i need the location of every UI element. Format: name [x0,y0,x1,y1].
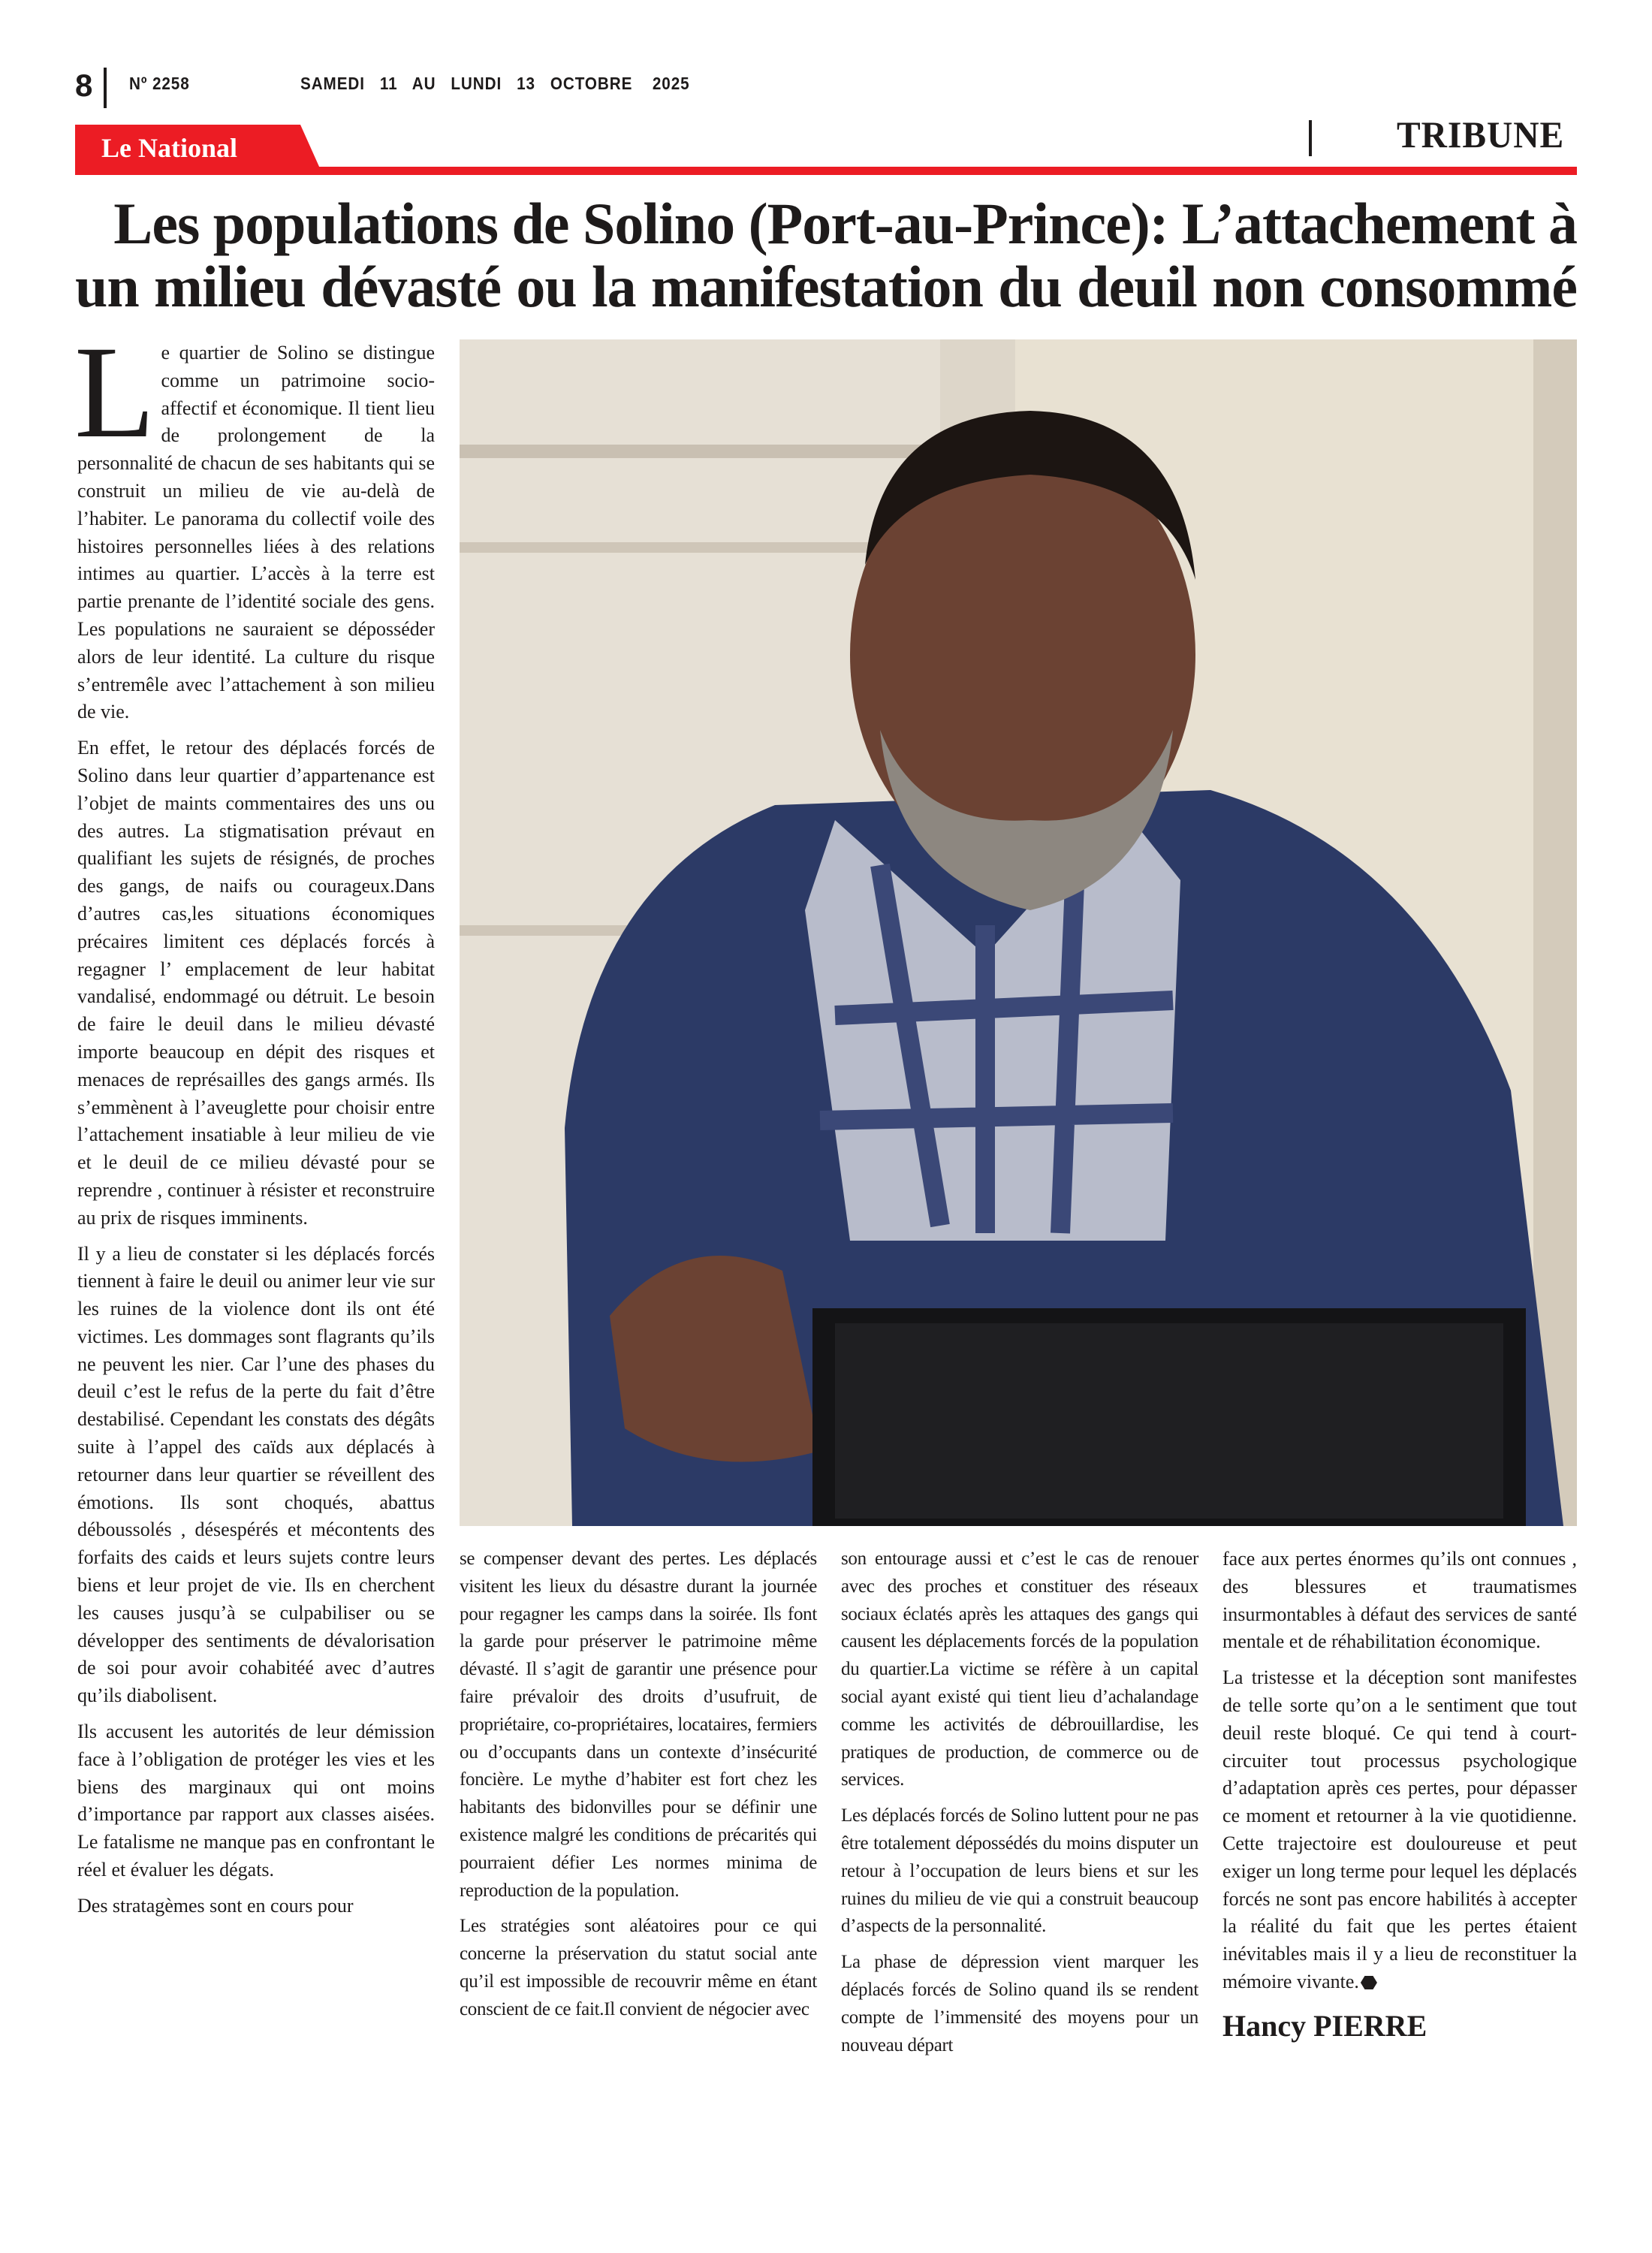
page-number: 8 [75,68,93,103]
issue-number: Nº 2258 [129,74,190,93]
page-number-divider [104,68,107,108]
paragraph: Le quartier de Solino se distingue comme un patrimoine socio-affectif et économique. Il tient lieu de prolongement de la personnalité de chacun de ses habitants qui se construit un milieu de vie au-delà de l’habiter. Le panorama du collectif voile des histoires personnelles liées à des relations intimes au quartier. L’accès à la terre est partie prenante de l’identité sociale des gens. Les populations ne sauraient se déposséder alors de leur identité. La culture du risque s’entremêle avec l’attachement à son milieu de vie. [74,319,435,723]
article-column-4 [1222,1546,1577,2043]
end-mark-icon [1361,1976,1377,1989]
photo-man-with-laptop [460,339,1577,1526]
issue-date: SAMEDI 11 AU LUNDI 13 OCTOBRE 2025 [300,74,690,93]
article-title-line-2: un milieu dévasté ou la manifestation du deuil non consommé [75,254,1577,319]
paragraph: son entourage aussi et c’est le cas de renouer avec des proches et constituer des réseaux sociaux éclatés après les attaques des gangs qui causent les déplacements forcés de la population du quartier.La victime se réfère à un capital social ayant existé qui tient lieu d’achalandage comme les activités de débrouillardise, les pratiques de production, de commerce ou de services. [841,1549,1198,1790]
paragraph: Des stratagèmes sont en cours pour [77,1894,354,1917]
article-title-line-1: Les populations de Solino (Port-au-Prince): L’attachement à [113,191,1577,256]
paragraph: Ils accusent les autorités de leur démission face à l’obligation de protéger les vies et les biens des marginaux qui ont moins d’importance par rapport aux classes aisées. Le fatalisme ne manque pas en confrontant le réel et évaluer les dégats. [77,1721,435,1881]
paragraph: En effet, le retour des déplacés forcés de Solino dans leur quartier d’appartenance est l’objet de maints commentaires des uns ou des autres. La stigmatisation prévaut en qualifiant les sujets de résignés, de proches des gangs, de naifs ou courageux.Dans d’autres cas,les situations économiques précaires limitent ces déplacés forcés à regagner l’ emplacement de leur habitat vandalisé, endommagé ou détruit. Le besoin de faire le deuil dans le milieu dévasté importe beaucoup en dépit des risques et menaces de représailles des gangs armés. Ils s’emmènent à l’aveuglette pour choisir entre l’attachement insatiable à leur milieu de vie et le deuil de ce milieu dévasté pour se reprendre , continuer à résister et reconstruire au prix de risques imminents. [77,737,435,1229]
paragraph: face aux pertes énormes qu’ils ont connues , des blessures et traumatismes insurmontables à défaut des services de santé mentale et de réhabilitation économique. [1222,1548,1577,1653]
paragraph: La tristesse et la déception sont manifestes de telle sorte qu’on a le sentiment que tout deuil reste bloqué. Ce qui tend à court-circuiter tout processus psychologique d’adaptation après ces pertes, pour dépasser ce moment et retourner à la vie quotidienne. Cette trajectoire est douloureuse et peut exiger un long terme pour lequel les déplacés forcés ne sont pas encore habilités à accepter la réalité du fait que les pertes étaient inévitables mais il y a lieu de reconstituer la mémoire vivante. [1222,1666,1577,1992]
section-label: TRIBUNE [1397,113,1565,155]
brand-logo: Le National [101,133,238,163]
paragraph: Les déplacés forcés de Solino luttent pour ne pas être totalement dépossédés du moins disputer un retour à l’occupation de leurs biens et sur les ruines du milieu de vie qui a construit beaucoup d’aspects de la personnalité. [841,1805,1198,1937]
author-byline: Hancy PIERRE [1222,2008,1427,2043]
paragraph: Les stratégies sont aléatoires pour ce qui concerne la préservation du statut social ante qu’il est impossible de recouvrir même en étant conscient de ce fait.Il convient de négocier avec [460,1916,817,2019]
drop-cap: L [74,319,155,466]
paragraph: La phase de dépression vient marquer les déplacés forcés de Solino quand ils se rendent compte de l’immensité des moyens pour un nouveau départ [841,1952,1198,2055]
article-column-3 [841,1546,1198,2068]
paragraph: Il y a lieu de constater si les déplacés forcés tiennent à faire le deuil ou animer leur vie sur les ruines de la violence dont ils ont été victimes. Les dommages sont flagrants qu’ils ne peuvent les nier. Car l’une des phases du deuil c’est le refus de la perte du fait d’être destabilisé. Cependant les constats des dégâts suite à l’appel des caïds aux déplacés à retourner dans leur quartier se réveillent des émotions. Ils sont choqués, abattus déboussolés , désespérés et mécontents des forfaits des caids et leurs sujets contre leurs biens et leur projet de vie. Ils en cherchent les causes jusqu’à se culpabiliser ou se développer des sentiments de dévalorisation de soi pour avoir cohabitéé avec d’autres qu’ils diabolisent. [77,1242,435,1707]
header-rule [75,167,1577,175]
paragraph: se compenser devant des pertes. Les déplacés visitent les lieux du désastre durant la journée pour regagner les camps dans la soirée. Ils font la garde pour préserver le patrimoine même dévasté. Il s’agit de garantir une présence pour faire prévaloir des droits d’usufruit, de propriétaire, co-propriétaires, locataires, fermiers ou d’occupants dans un contexte d’insécurité foncière. Le mythe d’habiter est fort chez les habitants des bidonvilles pour se définir une existence malgré les conditions de précarités qui pourraient défier Les normes minima de reproduction de la population. [460,1549,817,1901]
article-photo [460,339,1577,1526]
article-column-2 [460,1546,817,2032]
section-divider [1309,120,1312,156]
article-column-1 [74,319,435,1929]
